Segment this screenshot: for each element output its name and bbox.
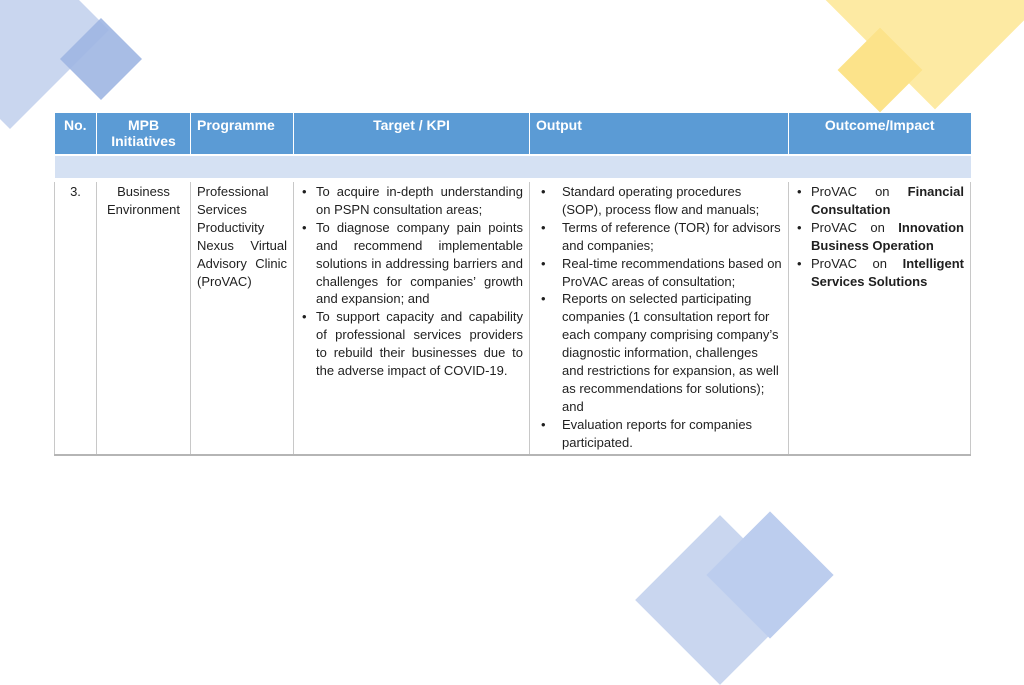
cell-outputs xyxy=(530,180,789,455)
output-item: • Real-time recommendations based on ProVAC areas of consultation; xyxy=(536,255,782,291)
outcome-item xyxy=(795,183,964,219)
outcome-title: Innovation Business Operation xyxy=(811,219,964,253)
target-item: • To diagnose company pain points and recommend implementable solutions in addressing barriers and challenges for companies’ growth and expansion; and xyxy=(300,219,523,309)
kpi-table xyxy=(54,113,971,456)
outcome-item xyxy=(795,219,964,255)
outcome-prefix: ProVAC on xyxy=(811,255,888,271)
header-mpb-initiatives: MPB Initiatives xyxy=(97,113,191,155)
outcome-title: Financial Consultation xyxy=(811,184,964,217)
header-output: Output xyxy=(530,113,789,155)
target-item: • To support capacity and capability of professional services providers to rebuild their businesses due to the adverse impact of COVID-19. xyxy=(300,308,523,380)
outcome-prefix: ProVAC on xyxy=(811,184,890,199)
table-row xyxy=(55,180,971,455)
target-item: • To acquire in-depth understanding on PSPN consultation areas; xyxy=(300,183,523,219)
outcome-item xyxy=(795,255,964,291)
header-target-kpi: Target / KPI xyxy=(294,113,530,155)
output-item: • Evaluation reports for companies participated. xyxy=(536,416,782,452)
output-item: • Standard operating procedures (SOP), process flow and manuals; xyxy=(536,183,782,219)
table-spacer-row xyxy=(55,155,971,180)
output-item: • Reports on selected participating companies (1 consultation report for each company comprising company’s diagnostic information, challenges and restrictions for expansion, as well as recommendations for solutions); and xyxy=(536,290,782,415)
outcome-prefix: ProVAC on xyxy=(811,219,885,235)
header-programme: Programme xyxy=(191,113,294,155)
output-item: • Terms of reference (TOR) for advisors and companies; xyxy=(536,219,782,255)
cell-programme: Professional Services Productivity Nexus Virtual Advisory Clinic (ProVAC) xyxy=(191,180,294,455)
outcome-title: Intelligent Services Solutions xyxy=(811,255,964,289)
decorative-diamond-top-right xyxy=(801,0,1024,109)
table-header-row xyxy=(55,113,971,155)
header-outcome-impact: Outcome/Impact xyxy=(789,113,971,155)
cell-targets xyxy=(294,180,530,455)
header-no: No. xyxy=(55,113,97,155)
cell-mpb-initiative: Business Environment xyxy=(97,180,191,455)
cell-outcomes xyxy=(789,180,971,455)
cell-no: 3. xyxy=(55,180,97,455)
